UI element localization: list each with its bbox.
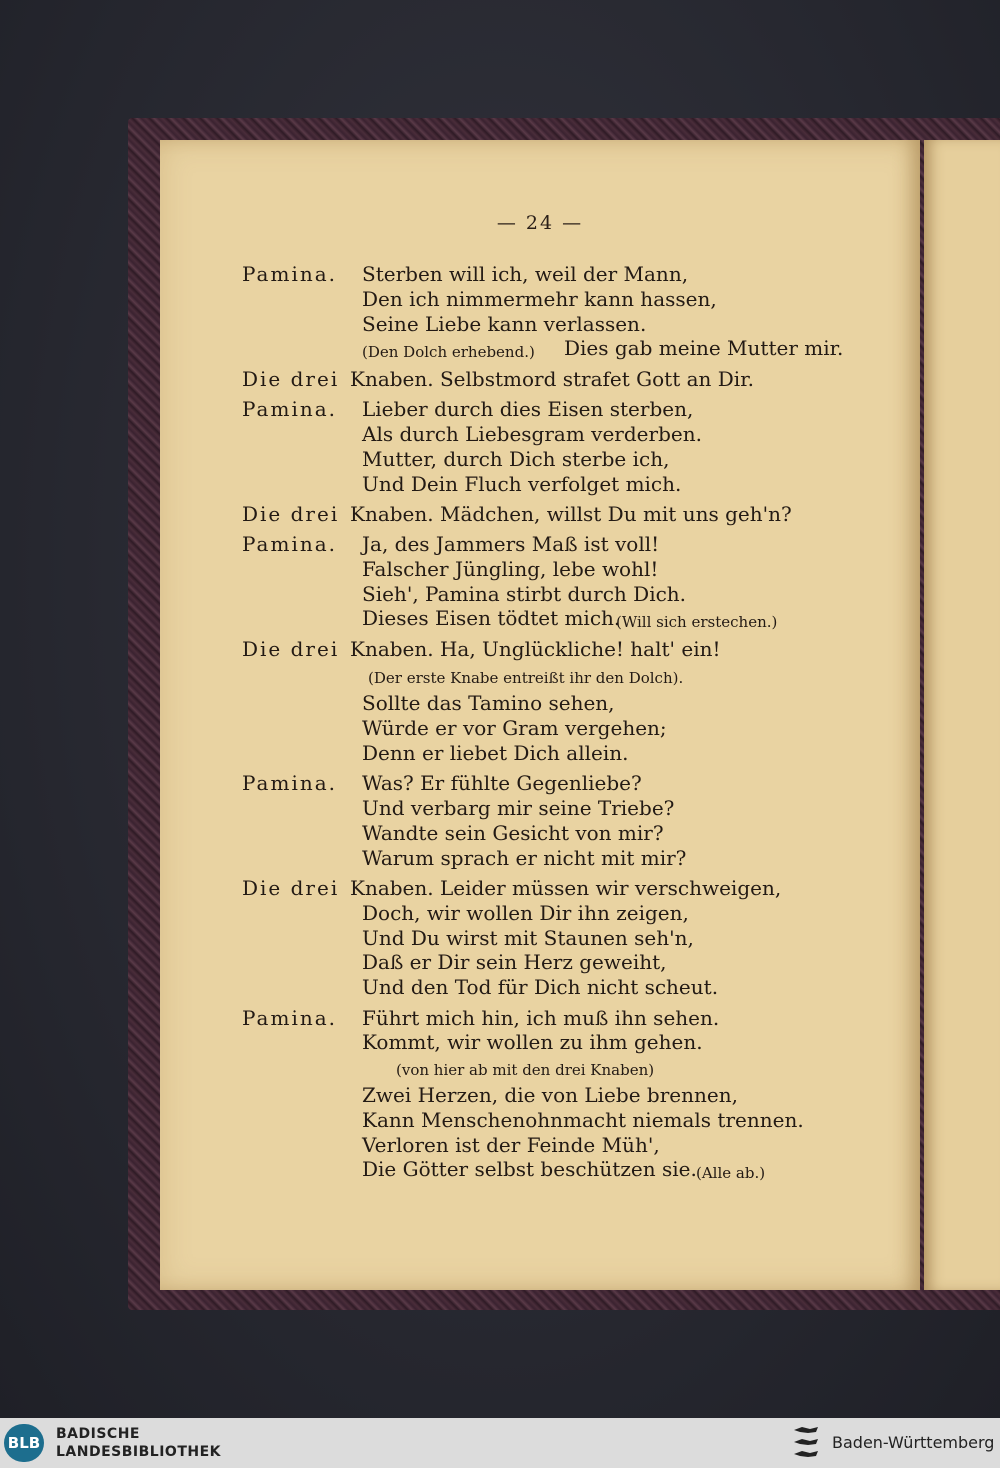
speaker-label: Die drei <box>242 876 340 900</box>
verse-line: Verloren ist der Feinde Müh', <box>362 1133 660 1157</box>
stage-direction: (Alle ab.) <box>696 1164 766 1182</box>
verse-line: Kommt, wir wollen zu ihm gehen. <box>362 1030 703 1054</box>
bw-lions-emblem-icon <box>790 1424 822 1462</box>
speaker-label: Die drei <box>242 637 340 661</box>
speaker-label: Pamina. <box>242 1006 338 1030</box>
verse-line: Daß er Dir sein Herz geweiht, <box>362 950 667 974</box>
speaker-label: Pamina. <box>242 771 338 795</box>
verse-line: Den ich nimmermehr kann hassen, <box>362 287 717 311</box>
verse-line: Ja, des Jammers Maß ist voll! <box>362 532 660 556</box>
verse-line: Was? Er fühlte Gegenliebe? <box>362 771 642 795</box>
page-number: — 24 — <box>496 212 584 234</box>
stage-direction: (Will sich erstechen.) <box>616 613 778 631</box>
speaker-label: Pamina. <box>242 262 338 286</box>
verse-line: Doch, wir wollen Dir ihn zeigen, <box>362 901 689 925</box>
verse-line: Warum sprach er nicht mit mir? <box>362 846 687 870</box>
facing-page-edge <box>924 140 1000 1290</box>
verse-line: Knaben. Ha, Unglückliche! halt' ein! <box>350 637 721 661</box>
verse-line: Als durch Liebesgram verderben. <box>362 422 702 446</box>
verse-line: Die Götter selbst beschützen sie. <box>362 1157 697 1181</box>
verse-line: Und den Tod für Dich nicht scheut. <box>362 975 719 999</box>
verse-line: Kann Menschenohnmacht niemals trennen. <box>362 1108 804 1132</box>
bw-name[interactable]: Baden-Württemberg <box>832 1433 995 1452</box>
speaker-label: Die drei <box>242 502 340 526</box>
verse-line: Führt mich hin, ich muß ihn sehen. <box>362 1006 720 1030</box>
verse-line: Knaben. Leider müssen wir verschweigen, <box>350 876 782 900</box>
verse-line: Knaben. Selbstmord strafet Gott an Dir. <box>350 367 754 391</box>
speaker-label: Pamina. <box>242 532 338 556</box>
verse-line: Mutter, durch Dich sterbe ich, <box>362 447 670 471</box>
blb-logo[interactable]: BLB <box>4 1424 44 1462</box>
speaker-label: Die drei <box>242 367 340 391</box>
library-name-line1: BADISCHE <box>56 1426 140 1442</box>
verse-line: Sterben will ich, weil der Mann, <box>362 262 689 286</box>
verse-line: Würde er vor Gram vergehen; <box>362 716 667 740</box>
verse-line: Dieses Eisen tödtet mich. <box>362 606 621 630</box>
verse-line: Lieber durch dies Eisen sterben, <box>362 397 694 421</box>
verse-line: Und Du wirst mit Staunen seh'n, <box>362 926 694 950</box>
verse-line: Sieh', Pamina stirbt durch Dich. <box>362 582 687 606</box>
speaker-label: Pamina. <box>242 397 338 421</box>
verse-line: Zwei Herzen, die von Liebe brennen, <box>362 1083 738 1107</box>
verse-line: Und verbarg mir seine Triebe? <box>362 796 675 820</box>
verse-line: Denn er liebet Dich allein. <box>362 741 629 765</box>
verse-line: Dies gab meine Mutter mir. <box>564 336 844 360</box>
verse-line: Sollte das Tamino sehen, <box>362 691 615 715</box>
verse-line: Und Dein Fluch verfolget mich. <box>362 472 682 496</box>
stage-direction: (Den Dolch erhebend.) <box>362 343 535 361</box>
library-name-line2: LANDESBIBLIOTHEK <box>56 1444 222 1460</box>
verse-line: Knaben. Mädchen, willst Du mit uns geh'n? <box>350 502 792 526</box>
verse-line: Wandte sein Gesicht von mir? <box>362 821 664 845</box>
verse-line: Seine Liebe kann verlassen. <box>362 312 647 336</box>
stage-direction: (von hier ab mit den drei Knaben) <box>396 1061 655 1079</box>
verse-line: Falscher Jüngling, lebe wohl! <box>362 557 659 581</box>
stage-direction: (Der erste Knabe entreißt ihr den Dolch). <box>368 669 684 687</box>
